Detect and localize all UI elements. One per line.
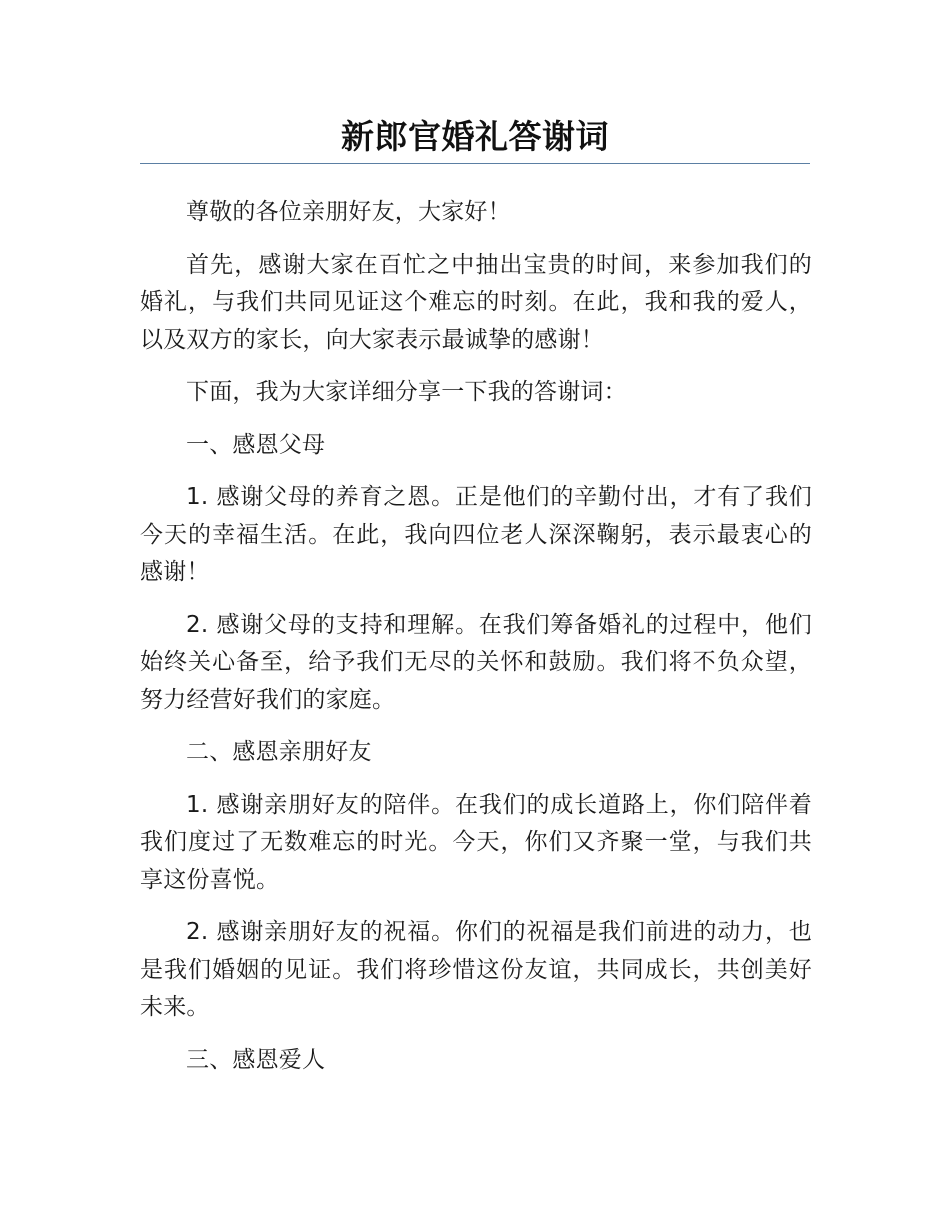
document-body <box>140 194 812 1094</box>
title-underline <box>140 163 810 164</box>
paragraph-parents-1: 1. 感谢父母的养育之恩。正是他们的辛勤付出，才有了我们今天的幸福生活。在此，我向四位老人深深鞠躬，表示最衷心的感谢！ <box>140 484 812 585</box>
paragraph-friends-1: 1. 感谢亲朋好友的陪伴。在我们的成长道路上，你们陪伴着我们度过了无数难忘的时光。今天，你们又齐聚一堂，与我们共享这份喜悦。 <box>140 791 812 893</box>
paragraph-greeting: 尊敬的各位亲朋好友，大家好！ <box>186 199 511 225</box>
section-heading-friends: 二、感恩亲朋好友 <box>186 739 372 765</box>
paragraph-parents-2: 2. 感谢父母的支持和理解。在我们筹备婚礼的过程中，他们始终关心备至，给予我们无尽的关怀和鼓励。我们将不负众望，努力经营好我们的家庭。 <box>140 611 812 713</box>
section-heading-parents: 一、感恩父母 <box>186 431 326 458</box>
page-title: 新郎官婚礼答谢词 <box>341 117 609 156</box>
paragraph-intro: 下面，我为大家详细分享一下我的答谢词： <box>186 379 627 405</box>
paragraph-friends-2: 2. 感谢亲朋好友的祝福。你们的祝福是我们前进的动力，也是我们婚姻的见证。我们将珍惜这份友谊，共同成长，共创美好未来。 <box>140 919 812 1020</box>
paragraph-opening: 首先，感谢大家在百忙之中抽出宝贵的时间，来参加我们的婚礼，与我们共同见证这个难忘的时刻。在此，我和我的爱人，以及双方的家长，向大家表示最诚挚的感谢！ <box>140 251 812 353</box>
section-heading-spouse: 三、感恩爱人 <box>186 1046 326 1073</box>
